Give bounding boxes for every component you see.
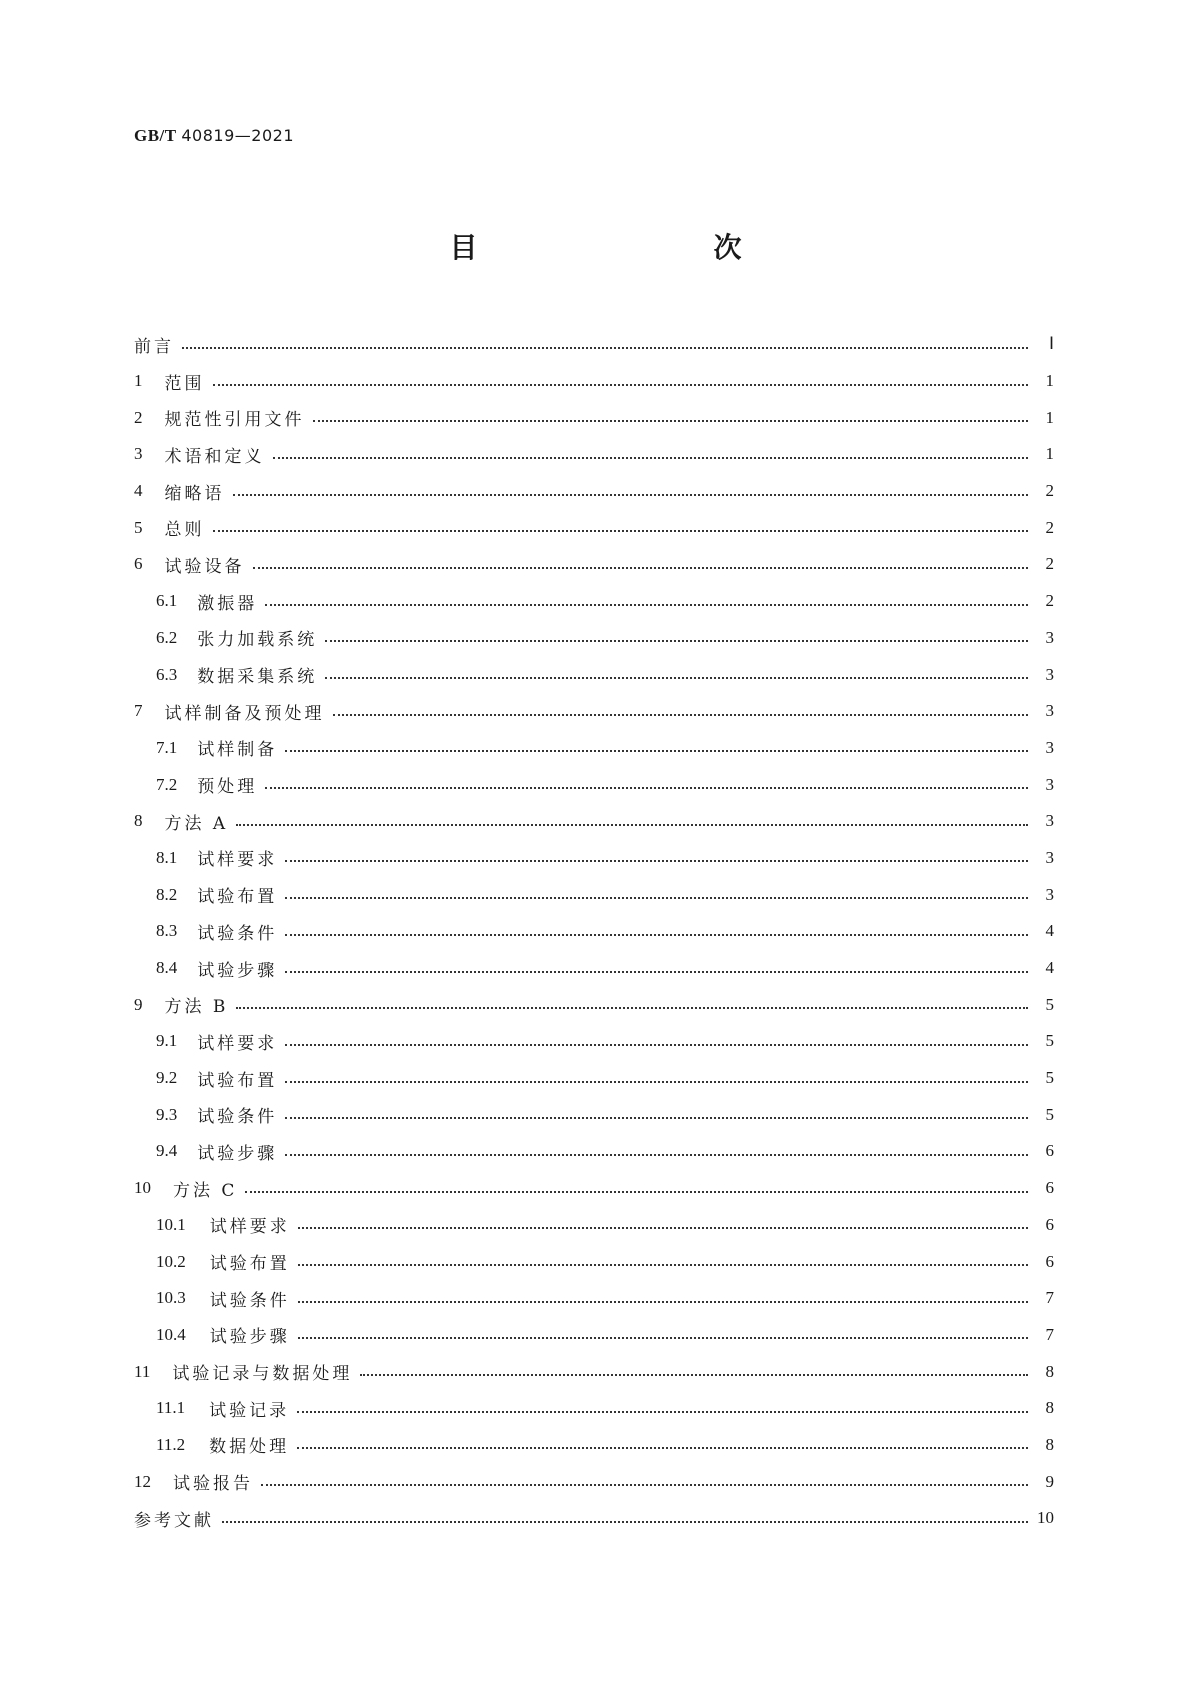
toc-entry-page: 3 [1045,847,1054,867]
toc-entry[interactable] [134,1170,1054,1207]
toc-leader-dots [285,1100,1028,1119]
toc-leader-dots [297,1394,1028,1413]
toc-entry-title: 试验条件 [209,1290,290,1311]
toc-entry-number: 12 [134,1471,151,1491]
toc-leader-dots [298,1210,1028,1229]
toc-leader-dots [333,697,1029,716]
toc-entry-number: 9.4 [156,1141,178,1161]
toc-leader-dots [285,880,1028,899]
toc-entry[interactable] [134,1427,1054,1464]
toc-entry-number: 10.3 [156,1288,186,1308]
standard-number: 40819—2021 [181,126,294,145]
toc-entry-number: 9.2 [156,1068,178,1088]
toc-entry[interactable] [134,436,1054,473]
toc-leader-dots [285,733,1028,752]
toc-entry-number: 5 [134,517,143,537]
toc-entry-number: 9.3 [156,1104,178,1124]
toc-leader-dots [298,1247,1028,1266]
toc-entry-number: 8.2 [156,884,178,904]
toc-entry-title: 试验步骤 [197,1143,278,1164]
toc-entry-number: 11 [134,1361,151,1381]
toc-entry-number: 9 [134,994,143,1014]
toc-entry[interactable] [134,363,1054,400]
toc-entry-title: 参考文献 [134,1510,214,1531]
toc-entry[interactable] [134,326,1054,363]
toc-entry-page: Ⅰ [1048,334,1054,354]
toc-entry-title: 范围 [164,373,205,394]
toc-leader-dots [285,843,1028,862]
toc-entry[interactable] [134,1280,1054,1317]
toc-entry-number: 11.1 [156,1398,186,1418]
toc-entry-number: 1 [134,371,143,391]
toc-entry[interactable] [134,656,1054,693]
toc-entry[interactable] [134,986,1054,1023]
toc-entry[interactable] [134,509,1054,546]
toc-entry[interactable] [134,1390,1054,1427]
toc-leader-dots [285,917,1028,936]
toc-entry-title: 激振器 [197,593,258,614]
toc-leader-dots [298,1284,1028,1303]
toc-entry-title: 规范性引用文件 [164,410,305,431]
toc-entry[interactable] [134,1207,1054,1244]
toc-entry-page: 2 [1045,517,1054,537]
toc-entry-number: 10 [134,1178,151,1198]
toc-entry-title: 术语和定义 [164,446,265,467]
toc-entry-title: 数据采集系统 [197,667,318,688]
toc-leader-dots [213,367,1029,386]
toc-entry-title: 试验布置 [209,1254,290,1275]
toc-entry-page: 2 [1045,481,1054,501]
toc-entry[interactable] [134,693,1054,730]
toc-entry-page: 8 [1045,1361,1054,1381]
toc-entry[interactable] [134,1060,1054,1097]
toc-leader-dots [297,1430,1028,1449]
toc-leader-dots [213,513,1029,532]
toc-entry-title: 方法 C [173,1180,238,1201]
toc-entry-page: 2 [1045,591,1054,611]
toc-entry-page: 10 [1037,1508,1054,1528]
toc-entry-title: 方法 A [164,813,229,834]
toc-entry-page: 3 [1045,701,1054,721]
toc-entry-page: 7 [1045,1288,1054,1308]
toc-leader-dots [285,1064,1028,1083]
toc-entry-number: 4 [134,481,143,501]
toc-entry-page: 8 [1045,1398,1054,1418]
toc-entry-page: 3 [1045,664,1054,684]
toc-entry-page: 1 [1045,407,1054,427]
toc-entry-page: 3 [1045,884,1054,904]
standard-code [134,126,294,146]
toc-entry-page: 9 [1045,1471,1054,1491]
toc-entry-page: 5 [1045,1068,1054,1088]
toc-entry[interactable] [134,766,1054,803]
toc-leader-dots [285,954,1028,973]
toc-entry-number: 8 [134,811,143,831]
toc-leader-dots [298,1320,1028,1339]
toc-entry-number: 6.2 [156,627,178,647]
toc-leader-dots [236,990,1028,1009]
toc-entry-title: 前言 [134,336,174,357]
toc-leader-dots [285,1027,1028,1046]
toc-entry-number: 6.3 [156,664,178,684]
page-title: 目 次 [449,231,802,264]
toc-leader-dots [233,477,1029,496]
toc-entry-page: 6 [1045,1251,1054,1271]
toc-entry-title: 试验布置 [197,1070,278,1091]
toc-entry-number: 9.1 [156,1031,178,1051]
toc-entry-number: 7 [134,701,143,721]
toc-entry[interactable] [134,620,1054,657]
toc-entry-title: 试样制备 [197,740,278,761]
toc-entry-page: 3 [1045,737,1054,757]
toc-entry-number: 7.1 [156,737,178,757]
toc-entry-title: 试验记录与数据处理 [172,1364,353,1385]
toc-leader-dots [222,1504,1028,1523]
toc-entry[interactable] [134,546,1054,583]
toc-entry[interactable] [134,1500,1054,1537]
toc-leader-dots [360,1357,1028,1376]
toc-leader-dots [265,770,1028,789]
toc-entry-title: 预处理 [197,777,258,798]
toc-entry-title: 数据处理 [209,1437,290,1458]
toc-entry-title: 试样要求 [197,850,278,871]
toc-entry[interactable] [134,876,1054,913]
toc-entry-title: 试样要求 [197,1033,278,1054]
toc-entry-title: 试验条件 [197,1107,278,1128]
toc-entry-number: 2 [134,407,143,427]
toc-entry-number: 3 [134,444,143,464]
toc-leader-dots [261,1467,1028,1486]
toc-entry-page: 8 [1045,1434,1054,1454]
toc-entry-number: 8.1 [156,847,178,867]
toc-entry-title: 试样要求 [209,1217,290,1238]
toc-entry-page: 6 [1045,1141,1054,1161]
toc-entry[interactable] [134,473,1054,510]
toc-entry-title: 试验条件 [197,923,278,944]
toc-entry-title: 总则 [164,520,205,541]
toc-entry-title: 缩略语 [164,483,225,504]
toc-entry-title: 试验报告 [173,1474,253,1495]
toc-entry-number: 8.4 [156,958,178,978]
toc-entry-page: 5 [1045,1031,1054,1051]
toc-entry-page: 6 [1045,1214,1054,1234]
toc-leader-dots [236,807,1028,826]
toc-entry[interactable] [134,583,1054,620]
toc-leader-dots [325,623,1028,642]
table-of-contents [134,326,1054,1537]
toc-entry-page: 7 [1045,1324,1054,1344]
toc-entry-page: 2 [1045,554,1054,574]
toc-entry[interactable] [134,1353,1054,1390]
toc-entry[interactable] [134,913,1054,950]
toc-entry-number: 8.3 [156,921,178,941]
toc-entry-title: 试验设备 [164,556,245,577]
toc-entry-number: 10.2 [156,1251,186,1271]
toc-entry-page: 6 [1045,1178,1054,1198]
toc-leader-dots [253,550,1029,569]
toc-entry-number: 10.4 [156,1324,186,1344]
toc-entry[interactable] [134,1317,1054,1354]
toc-entry-title: 试验步骤 [209,1327,290,1348]
toc-entry-number: 7.2 [156,774,178,794]
toc-entry-number: 6 [134,554,143,574]
toc-entry-page: 4 [1045,921,1054,941]
toc-entry[interactable] [134,1023,1054,1060]
toc-entry-title: 试验步骤 [197,960,278,981]
toc-entry-number: 11.2 [156,1434,186,1454]
toc-entry-number: 10.1 [156,1214,186,1234]
toc-entry-title: 试样制备及预处理 [164,703,325,724]
toc-entry-page: 5 [1045,1104,1054,1124]
toc-entry[interactable] [134,1096,1054,1133]
toc-entry[interactable] [134,1243,1054,1280]
toc-entry-title: 张力加载系统 [197,630,318,651]
toc-leader-dots [182,330,1028,349]
toc-leader-dots [313,403,1029,422]
toc-leader-dots [265,587,1028,606]
toc-entry-title: 试验布置 [197,887,278,908]
toc-leader-dots [245,1174,1028,1193]
toc-entry-page: 5 [1045,994,1054,1014]
toc-leader-dots [273,440,1029,459]
toc-leader-dots [285,1137,1028,1156]
toc-entry-page: 3 [1045,811,1054,831]
toc-entry[interactable] [134,1463,1054,1500]
toc-entry-number: 6.1 [156,591,178,611]
toc-entry-page: 4 [1045,958,1054,978]
toc-entry-page: 3 [1045,627,1054,647]
toc-leader-dots [325,660,1028,679]
standard-prefix: GB/T [134,126,177,145]
toc-entry-page: 1 [1045,371,1054,391]
toc-entry[interactable] [134,1133,1054,1170]
toc-entry[interactable] [134,840,1054,877]
toc-entry[interactable] [134,950,1054,987]
toc-entry-title: 试验记录 [209,1400,290,1421]
toc-entry[interactable] [134,399,1054,436]
toc-entry-title: 方法 B [164,997,229,1018]
toc-entry-page: 1 [1045,444,1054,464]
toc-entry[interactable] [134,730,1054,767]
toc-entry-page: 3 [1045,774,1054,794]
toc-entry[interactable] [134,803,1054,840]
